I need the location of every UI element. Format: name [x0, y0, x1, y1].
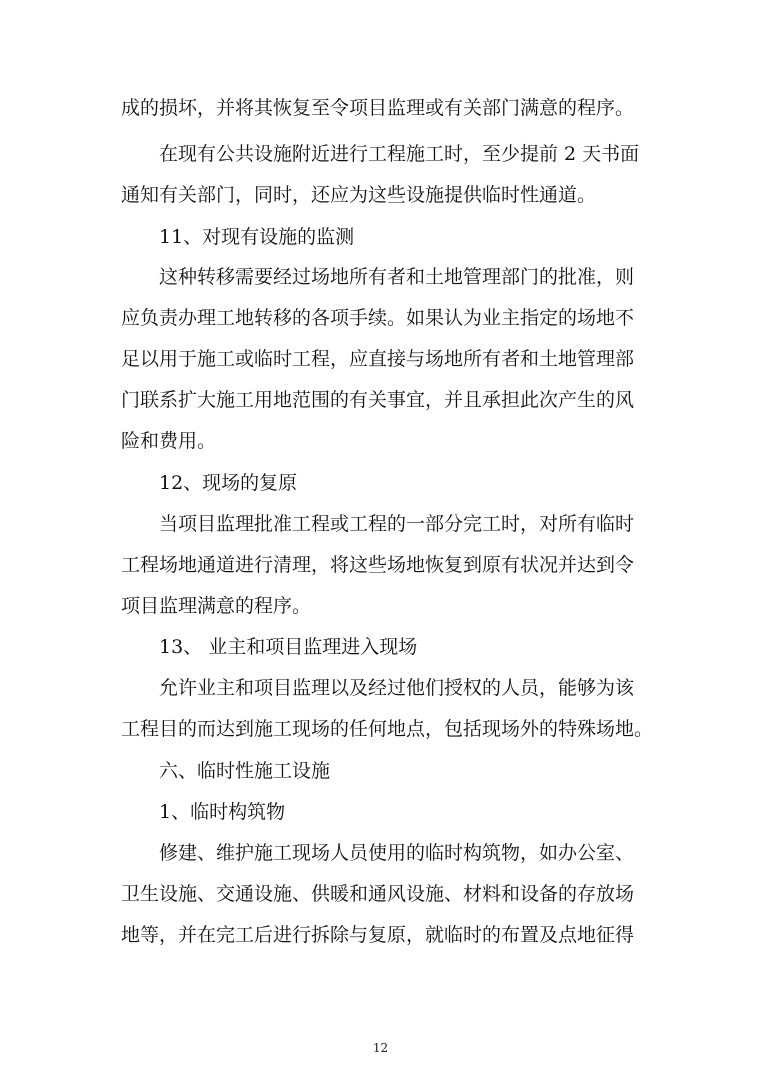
section-heading-11: 11、对现有设施的监测: [159, 226, 355, 248]
text-line-8: 门联系扩大施工用地范围的有关事宜，并且承担此次产生的风: [121, 389, 635, 411]
section-heading-13: 13、 业主和项目监理进入现场: [159, 636, 418, 658]
text-line-6: 应负责办理工地转移的各项手续。如果认为业主指定的场地不: [121, 307, 635, 329]
text-line-12: 工程场地通道进行清理，将这些场地恢复到原有状况并达到令: [121, 554, 635, 576]
text-line-3: 通知有关部门，同时，还应为这些设施提供临时性通道。: [121, 184, 597, 206]
text-line-13: 项目监理满意的程序。: [121, 595, 312, 617]
text-line-5: 这种转移需要经过场地所有者和土地管理部门的批准，则: [159, 266, 635, 288]
text-line-11: 当项目监理批准工程或工程的一部分完工时，对所有临时: [159, 513, 635, 535]
text-line-9: 险和费用。: [121, 430, 217, 452]
text-line-16: 工程目的而达到施工现场的任何地点，包括现场外的特殊场地。: [121, 718, 654, 740]
chapter-heading-6: 六、临时性施工设施: [159, 760, 331, 782]
page-number: 12: [372, 1041, 389, 1055]
text-line-7: 足以用于施工或临时工程，应直接与场地所有者和土地管理部: [121, 348, 635, 370]
text-line-21: 地等，并在完工后进行拆除与复原，就临时的布置及点地征得: [121, 924, 635, 946]
text-line-2: 在现有公共设施附近进行工程施工时，至少提前 2 天书面: [159, 143, 640, 165]
text-line-1: 成的损坏，并将其恢复至令项目监理或有关部门满意的程序。: [121, 97, 635, 119]
section-heading-1: 1、临时构筑物: [159, 801, 286, 823]
text-line-19: 修建、维护施工现场人员使用的临时构筑物，如办公室、: [159, 842, 635, 864]
text-line-20: 卫生设施、交通设施、供暖和通风设施、材料和设备的存放场: [121, 883, 635, 905]
text-line-15: 允许业主和项目监理以及经过他们授权的人员，能够为该: [159, 677, 635, 699]
section-heading-12: 12、现场的复原: [159, 472, 298, 494]
